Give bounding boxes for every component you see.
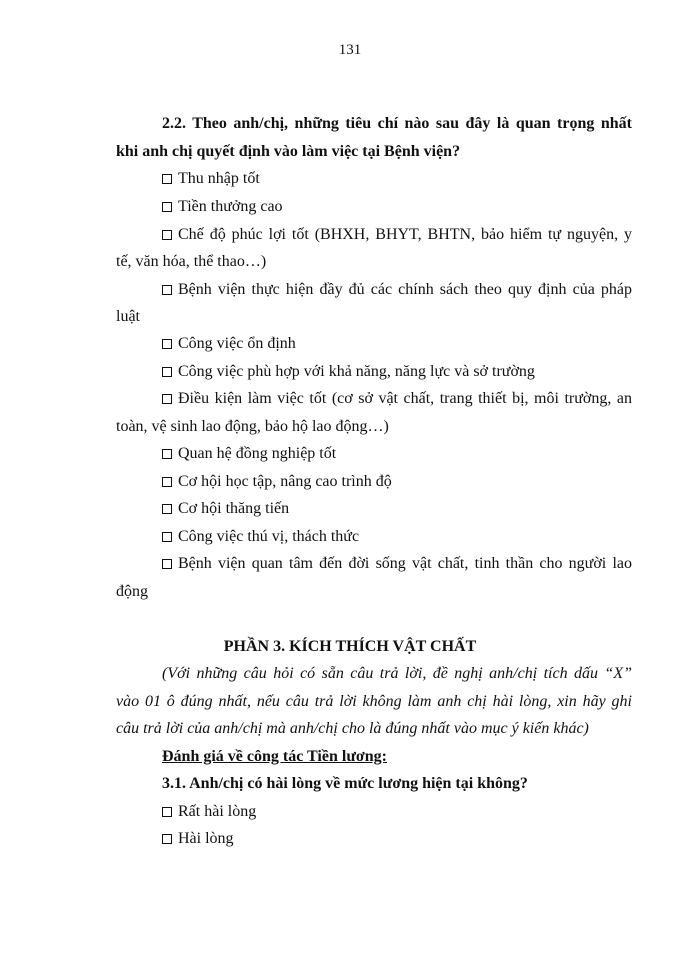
option-welfare: Chế độ phúc lợi tốt (BHXH, BHYT, BHTN, bảo hiểm tự nguyện, y bbox=[162, 225, 632, 245]
option-interesting-job: Công việc thú vị, thách thức bbox=[162, 527, 359, 547]
option-suitable-job: Công việc phù hợp với khả năng, năng lực và sở trường bbox=[162, 362, 535, 382]
instruction-line-2: vào 01 ô đúng nhất, nếu câu trả lời không làm anh chị hài lòng, xin hãy ghi bbox=[116, 693, 632, 710]
checkbox[interactable] bbox=[162, 559, 172, 569]
question-2-2-line-2: khi anh chị quyết định vào làm việc tại Bệnh viện? bbox=[116, 143, 461, 160]
option-colleagues: Quan hệ đồng nghiệp tốt bbox=[162, 444, 336, 464]
option-promotion: Cơ hội thăng tiến bbox=[162, 499, 289, 519]
option-policies: Bệnh viện thực hiện đầy đủ các chính sách theo quy định của pháp bbox=[162, 280, 632, 300]
checkbox[interactable] bbox=[162, 174, 172, 184]
option-stable-job: Công việc ổn định bbox=[162, 334, 296, 354]
option-bonus: Tiền thưởng cao bbox=[162, 197, 283, 217]
checkbox[interactable] bbox=[162, 449, 172, 459]
checkbox[interactable] bbox=[162, 285, 172, 295]
option-care: Bệnh viện quan tâm đến đời sống vật chất, tinh thần cho người lao bbox=[162, 554, 632, 574]
checkbox[interactable] bbox=[162, 367, 172, 377]
instruction-line-3: câu trả lời của anh/chị mà anh/chị cho là đúng nhất vào mục ý kiến khác) bbox=[116, 720, 589, 737]
answer-satisfied: Hài lòng bbox=[162, 829, 234, 849]
question-2-2-line-1: 2.2. Theo anh/chị, những tiêu chí nào sau đây là quan trọng nhất bbox=[162, 115, 632, 132]
checkbox[interactable] bbox=[162, 339, 172, 349]
checkbox[interactable] bbox=[162, 504, 172, 514]
option-working-conditions-line-2: toàn, vệ sinh lao động, bảo hộ lao động…) bbox=[116, 418, 389, 435]
checkbox[interactable] bbox=[162, 477, 172, 487]
checkbox[interactable] bbox=[162, 202, 172, 212]
checkbox[interactable] bbox=[162, 834, 172, 844]
option-care-line-2: động bbox=[116, 583, 148, 600]
checkbox[interactable] bbox=[162, 532, 172, 542]
checkbox[interactable] bbox=[162, 230, 172, 240]
instruction-line-1: (Với những câu hỏi có sẵn câu trả lời, đề nghị anh/chị tích dấu “X” bbox=[162, 665, 632, 682]
checkbox[interactable] bbox=[162, 394, 172, 404]
question-3-1: 3.1. Anh/chị có hài lòng về mức lương hiện tại không? bbox=[162, 775, 528, 792]
option-learning: Cơ hội học tập, nâng cao trình độ bbox=[162, 472, 392, 492]
answer-very-satisfied: Rất hài lòng bbox=[162, 802, 256, 822]
option-working-conditions: Điều kiện làm việc tốt (cơ sở vật chất, trang thiết bị, môi trường, an bbox=[162, 389, 632, 409]
option-income: Thu nhập tốt bbox=[162, 169, 260, 189]
part-3-heading: PHẦN 3. KÍCH THÍCH VẬT CHẤT bbox=[223, 638, 477, 655]
option-policies-line-2: luật bbox=[116, 308, 140, 325]
section-heading: Đánh giá về công tác Tiền lương: bbox=[162, 748, 387, 765]
option-welfare-line-2: tế, văn hóa, thể thao…) bbox=[116, 253, 267, 270]
page-number: 131 bbox=[338, 42, 362, 58]
checkbox[interactable] bbox=[162, 807, 172, 817]
